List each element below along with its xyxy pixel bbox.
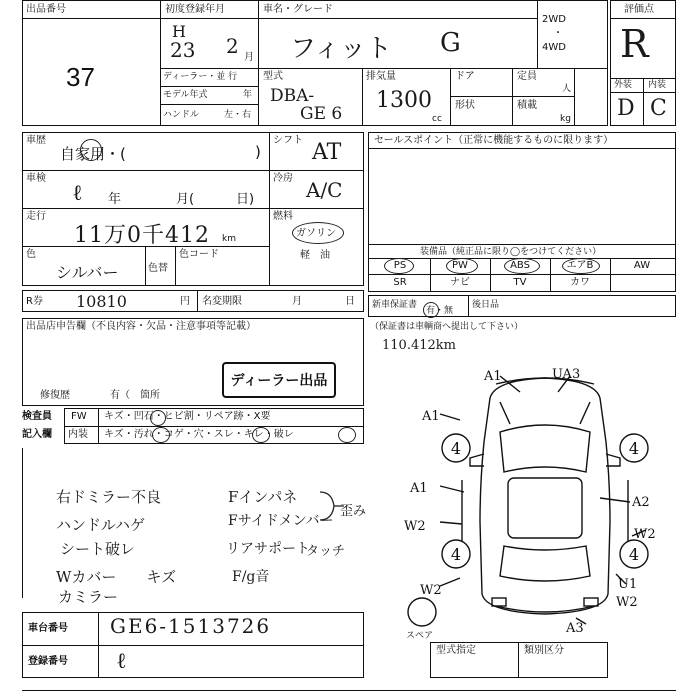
color-label: 色	[26, 249, 36, 260]
shape-label: 形状	[455, 100, 475, 111]
score-label: 評価点	[624, 4, 654, 15]
capacity-label: 定員	[517, 71, 537, 82]
note-2: ハンドルハゲ	[56, 516, 145, 534]
history-label: 車歴	[26, 135, 46, 146]
equipment-label: 装備品（純正品に限り◯をつけてください）	[420, 247, 602, 257]
note-1: 右ドミラー不良	[56, 488, 162, 506]
int-circle-1	[152, 427, 170, 443]
sales-point-label: セールスポイント（正常に機能するものに限ります）	[374, 135, 614, 146]
dmg-w2-low-r: W2	[616, 595, 638, 610]
lot-number-label: 出品番号	[26, 4, 66, 15]
dmg-a1-top: A1	[484, 369, 502, 384]
handle-label: ハンドル	[163, 110, 200, 120]
mileage-unit: km	[222, 234, 236, 244]
car-name-label: 車名・グレード	[263, 4, 333, 15]
handle-options: 左・右	[224, 110, 252, 120]
tire-rr: 4	[628, 545, 640, 564]
dealer-stamp-text: ディーラー出品	[230, 373, 328, 389]
equipment-airbag: エアB	[566, 260, 594, 271]
equipment-pw-circle	[446, 258, 478, 274]
note-8: リアサポート	[226, 541, 310, 557]
dealer-parallel: ディーラー・並 行	[163, 72, 238, 82]
equipment-leather: カワ	[570, 277, 590, 288]
color-code-label: 色コード	[179, 249, 219, 260]
note-side-2: タッチ	[306, 544, 346, 559]
drive-4wd: 4WD	[542, 42, 566, 53]
lot-number-value: 37	[66, 62, 95, 92]
note-3: シート破レ	[60, 540, 136, 558]
history-value: 自家用・(	[60, 145, 126, 163]
equipment-abs: ABS	[510, 260, 530, 271]
equipment-navi: ナビ	[450, 277, 470, 288]
fuel-label: 燃料	[273, 211, 293, 222]
term-month: 月	[292, 296, 302, 307]
inspector-label-2: 記入欄	[22, 429, 52, 440]
displacement-label: 排気量	[366, 71, 396, 82]
warranty-circle	[423, 302, 439, 318]
color-change-label: 色替	[148, 263, 168, 274]
door-label: ドア	[455, 71, 475, 82]
equipment-sr: SR	[393, 277, 407, 288]
car-model: フィット	[290, 34, 392, 64]
note-5: カミラー	[58, 588, 119, 606]
notes-border	[22, 448, 23, 598]
displacement-unit: cc	[432, 114, 442, 124]
registration-era: H	[172, 22, 186, 41]
dmg-w2-right: W2	[634, 527, 656, 542]
dmg-w2-low: W2	[420, 583, 442, 598]
chassis-label: 車台番号	[28, 623, 68, 634]
model-year-unit: 年	[243, 90, 253, 100]
history-circle	[80, 139, 102, 161]
repair-value: 有（ 箇所	[110, 390, 160, 401]
shift-label: シフト	[273, 135, 303, 146]
inspector-int: 内装	[68, 429, 88, 440]
note-6: Fインパネ	[228, 488, 298, 506]
equipment-ps: PS	[393, 260, 407, 271]
inspection-day: 日)	[236, 192, 255, 207]
drive-dot: ・	[553, 28, 563, 39]
dmg-a1-left: A1	[422, 409, 440, 424]
equipment-tv: TV	[513, 277, 527, 288]
reg-no-label: 登録番号	[28, 656, 68, 667]
score-value: R	[620, 22, 649, 66]
tire-fr: 4	[628, 439, 640, 458]
warranty-options: 有・無	[426, 306, 454, 316]
type-label: 型式	[263, 71, 283, 82]
tire-rl: 4	[450, 545, 462, 564]
car-diagram	[400, 362, 690, 642]
dmg-a2-right: A2	[632, 495, 650, 510]
mileage-value: 11万0千412	[74, 223, 210, 248]
history-close: )	[255, 143, 261, 161]
declaration-label: 出品店申告欄（不良内容・欠品・注意事項等記載）	[26, 321, 256, 332]
car-grade: G	[440, 28, 461, 58]
registration-year: 23	[170, 38, 196, 62]
equipment-pw: PW	[452, 260, 468, 271]
load-label: 積載	[517, 100, 537, 111]
note-7: Fサイドメンバー	[228, 513, 334, 529]
interior-value: C	[650, 96, 667, 121]
inspector-label: 検査員	[22, 411, 52, 422]
color-value: シルバー	[56, 263, 119, 282]
warranty-note: （保証書は車輌商へ提出して下さい）	[370, 322, 524, 332]
registration-month-suffix: 月	[244, 52, 254, 63]
term-label: 名変期限	[202, 296, 242, 307]
fuel-gasoline: ガソリン	[296, 228, 336, 239]
inspection-label: 車検	[26, 173, 46, 184]
equipment-aw: AW	[633, 260, 651, 271]
cooling-label: 冷房	[273, 173, 293, 184]
dmg-u1: U1	[618, 577, 638, 592]
drive-2wd: 2WD	[542, 14, 566, 25]
dmg-w2-left: W2	[404, 519, 426, 534]
registration-month: 2	[226, 34, 239, 58]
class-label: 類別区分	[524, 645, 564, 656]
inspection-year: 年	[108, 192, 122, 207]
model-year-label: モデル年式	[163, 90, 208, 100]
shift-value: AT	[312, 140, 342, 165]
equipment-abs-circle	[504, 258, 540, 274]
note-4: Wカバー キズ	[56, 568, 177, 586]
warranty-label: 新車保証書	[372, 300, 418, 310]
dmg-ua3-top: UA3	[552, 367, 581, 382]
tire-fl: 4	[450, 439, 462, 458]
type-spec-label: 型式指定	[436, 645, 476, 656]
fuel-diesel: 軽 油	[300, 250, 330, 261]
note-side: 歪み	[340, 504, 367, 519]
dealer-stamp	[222, 362, 336, 398]
inspection-value: ℓ	[72, 181, 83, 206]
equipment-airbag-circle	[562, 258, 600, 274]
displacement-value: 1300	[376, 88, 432, 113]
recycle-value: 10810	[76, 292, 127, 311]
reg-no-value: ℓ	[116, 649, 127, 674]
fw-circle	[150, 410, 166, 426]
chassis-value: GE6-1513726	[110, 614, 272, 638]
warranty-rear-label: 後日品	[472, 300, 500, 310]
inspector-int-items: キズ・汚れ・コゲ・穴・スレ・キレ・破レ	[104, 429, 294, 440]
handwritten-km: 110.412km	[382, 338, 456, 353]
registration-label: 初度登録年月	[165, 4, 225, 15]
dmg-a3-bottom: A3	[566, 621, 584, 636]
inspector-fw: FW	[71, 411, 87, 422]
int-circle-3	[338, 427, 356, 443]
inspector-fw-items: キズ・凹石・ヒビ割・リペア跡・X要	[104, 411, 271, 422]
recycle-frame	[22, 290, 364, 312]
load-unit: kg	[560, 114, 571, 124]
recycle-label: R券	[26, 296, 43, 307]
exterior-label: 外装	[614, 80, 633, 90]
equipment-ps-circle	[384, 258, 414, 274]
mileage-label: 走行	[26, 211, 46, 222]
note-9: F/g音	[232, 569, 270, 585]
type-line1: DBA-	[270, 86, 315, 106]
term-day: 日	[345, 296, 355, 307]
interior-label: 内装	[648, 80, 667, 90]
repair-label: 修復歴	[40, 390, 70, 401]
exterior-value: D	[617, 96, 635, 121]
fuel-circle	[292, 222, 344, 244]
note-bracket	[318, 486, 348, 526]
capacity-unit: 人	[562, 84, 572, 94]
cooling-value: A/C	[306, 178, 343, 202]
int-circle-2	[252, 427, 270, 443]
type-line2: GE 6	[300, 104, 343, 124]
inspection-month: 月(	[176, 192, 195, 207]
spare-label: スペア	[406, 631, 434, 641]
recycle-unit: 円	[180, 296, 190, 307]
dmg-a1-mid: A1	[410, 481, 428, 496]
